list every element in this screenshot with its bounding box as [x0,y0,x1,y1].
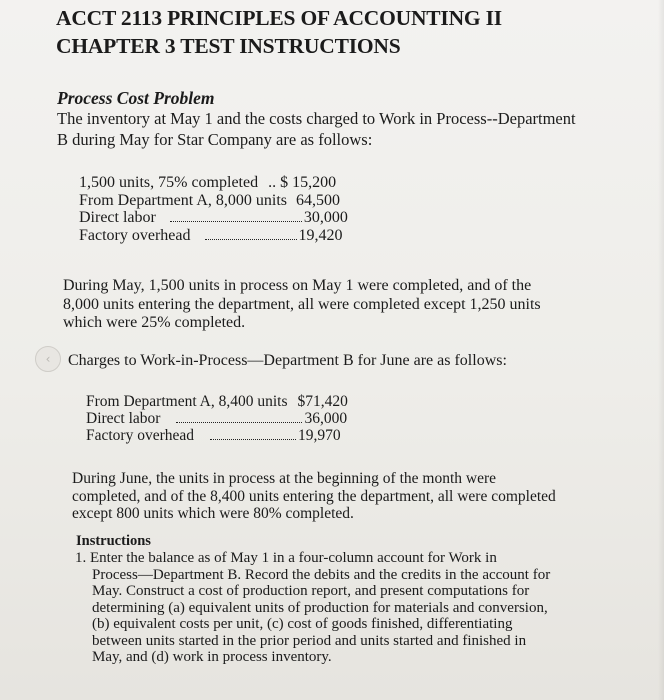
june-cost-row [86,393,348,410]
dot-leader [170,209,302,222]
june-heading: Charges to Work-in-Process—Department B for June are as follows: [68,352,507,369]
instruction-line: May, and (d) work in process inventory. [92,649,332,665]
june-cost-label: Factory overhead [86,427,195,444]
intro-paragraph [57,108,647,150]
may-cost-value: 64,500 [295,191,340,209]
may-cost-list [79,174,348,244]
instruction-line: between units started in the prior period and units started and finished in [92,632,527,649]
may-cost-row [79,227,348,245]
june-paragraph-line: except 800 units which were 80% completed. [72,505,354,522]
page-edge-shadow [658,0,664,700]
june-cost-value: 36,000 [304,410,348,427]
june-cost-row [86,427,348,444]
may-cost-label: Factory overhead [79,226,191,244]
intro-line-2: B during May for Star Company are as follows: [57,130,373,149]
june-cost-value: 19,970 [298,427,341,444]
may-cost-value: 30,000 [303,209,348,226]
may-cost-label: From Department A, 8,000 units [79,191,287,209]
may-paragraph-line: 8,000 units entering the department, all were completed except 1,250 units [63,295,541,313]
dot-leader [210,427,296,440]
may-paragraph-line: During May, 1,500 units in process on May 1 were completed, and of the [63,277,532,294]
june-cost-list [86,393,348,444]
june-cost-value: $71,420 [297,393,348,410]
instruction-line: May. Construct a cost of production report, and present computations for [92,583,530,599]
instruction-line: 1. Enter the balance as of May 1 in a four-column account for Work in [75,550,497,566]
instruction-line: (b) equivalent costs per unit, (c) cost of goods finished, differentiating [92,616,513,632]
instructions-heading: Instructions [76,533,151,549]
section-heading: Process Cost Problem [57,88,215,108]
may-cost-label: Direct labor [79,209,156,226]
instructions-list [75,550,615,666]
may-paragraph-line: which were 25% completed. [63,314,246,331]
may-cost-value: 19,420 [298,226,343,244]
instruction-line: determining (a) equivalent units of production for materials and conversion, [92,599,548,616]
dot-leader [176,410,302,423]
dot-leader [205,227,297,240]
june-cost-row [86,410,348,427]
june-cost-label: From Department A, 8,400 units [86,393,288,410]
title-line-2: CHAPTER 3 TEST INSTRUCTIONS [56,34,401,58]
may-cost-row [79,192,348,210]
title-line-1: ACCT 2113 PRINCIPLES OF ACCOUNTING II [56,6,502,30]
may-cost-leader: .. [268,174,277,191]
page-marker-icon: ‹ [35,346,61,372]
june-paragraph-line: completed, and of the 8,400 units entering the department, all were completed [72,487,556,505]
june-cost-label: Direct labor [86,410,161,427]
may-cost-row [79,174,348,192]
may-cost-label: 1,500 units, 75% completed [79,174,259,191]
document-title [56,4,502,60]
june-paragraph-line: During June, the units in process at the beginning of the month were [72,470,497,487]
may-paragraph [63,277,541,333]
may-cost-row [79,209,348,227]
intro-line-1: The inventory at May 1 and the costs charged to Work in Process--Department [57,109,576,128]
may-cost-value: $ 15,200 [280,174,337,191]
june-paragraph [72,470,556,523]
instruction-line: Process—Department B. Record the debits and the credits in the account for [92,566,551,583]
